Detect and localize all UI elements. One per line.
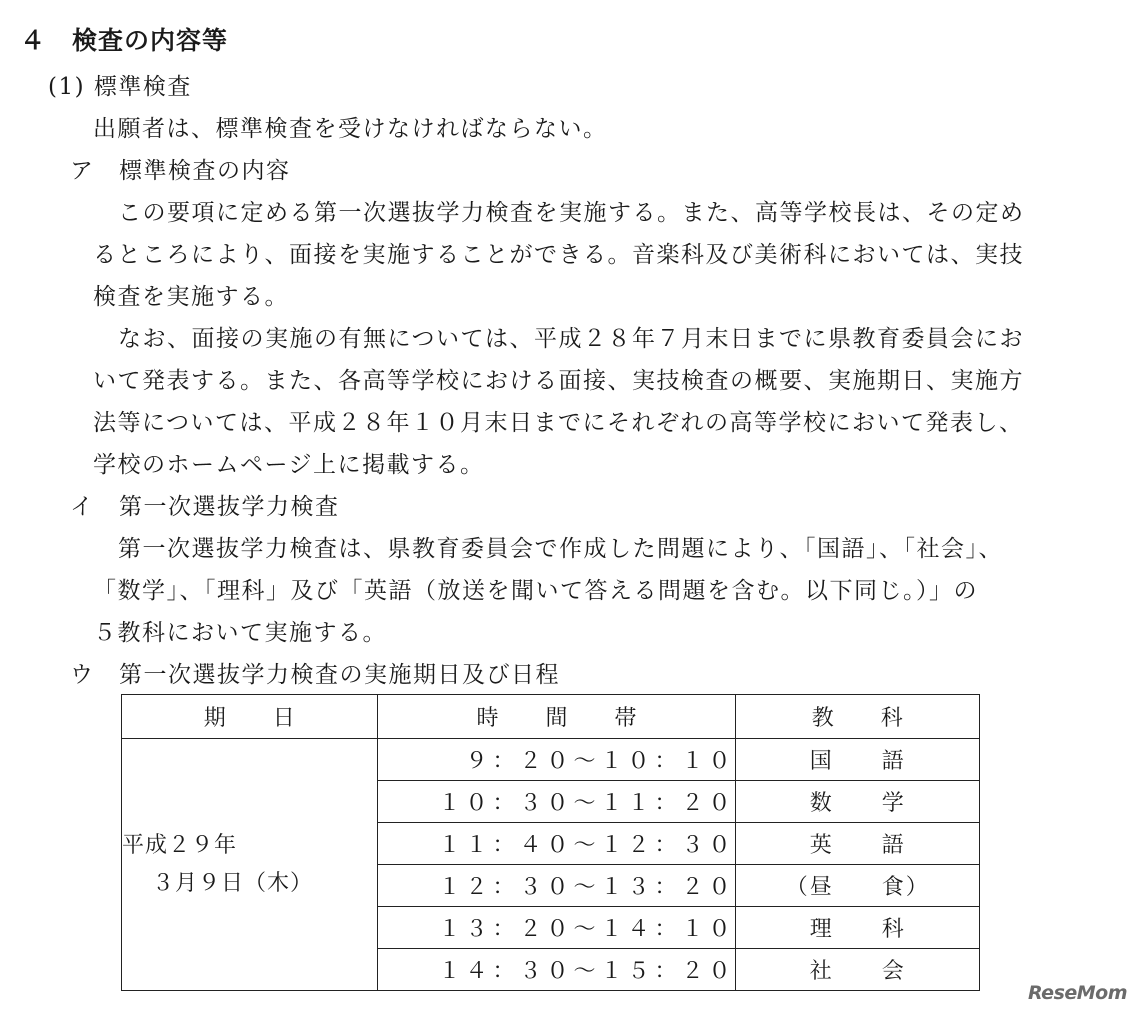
item-i-paragraph-line1: 第一次選抜学力検査は、県教育委員会で作成した問題により、「国語」、「社会」、	[118, 536, 1003, 562]
time-slot-cell: １４：３０～１５：２０	[378, 949, 736, 991]
subject-cell: （昼 食）	[736, 865, 980, 907]
time-slot-cell: １１：４０～１２：３０	[378, 823, 736, 865]
item-a-paragraph2-line1: なお、面接の実施の有無については、平成２８年７月末日までに県教育委員会にお	[118, 326, 1025, 352]
time-slot-cell: ９：２０～１０：１０	[378, 739, 736, 781]
item-a-paragraph2-line2: いて発表する。また、各高等学校における面接、実技検査の概要、実施期日、実施方	[93, 368, 1024, 394]
table-header-row	[122, 695, 980, 739]
subject-cell: 英 語	[736, 823, 980, 865]
subject-cell: 社 会	[736, 949, 980, 991]
exam-date-cell	[122, 739, 378, 991]
section-heading: ４ 検査の内容等	[20, 26, 229, 55]
header-subject: 教 科	[736, 695, 980, 739]
item-a-paragraph2-line3: 法等については、平成２８年１０月末日までにそれぞれの高等学校において発表し、	[93, 410, 1024, 436]
exam-date-year: 平成２９年	[122, 832, 238, 858]
item-a-paragraph2-line4: 学校のホームページ上に掲載する。	[93, 452, 485, 478]
exam-date-day: ３月９日（木）	[152, 870, 314, 896]
item-i-title: イ 第一次選抜学力検査	[70, 494, 340, 520]
exam-schedule-table	[121, 694, 980, 991]
header-date: 期 日	[122, 695, 378, 739]
item-a-paragraph1-line2: るところにより、面接を実施することができる。音楽科及び美術科においては、実技	[93, 242, 1024, 268]
table-row	[122, 739, 980, 781]
item-a-paragraph1-line3: 検査を実施する。	[93, 284, 289, 310]
subsection-title-standard-exam: (1) 標準検査	[48, 74, 192, 100]
subject-cell: 国 語	[736, 739, 980, 781]
item-a-title: ア 標準検査の内容	[70, 158, 291, 184]
item-i-paragraph-line2: 「数学」、「理科」及び「英語（放送を聞いて答える問題を含む。以下同じ。）」の	[93, 578, 978, 604]
standard-exam-intro: 出願者は、標準検査を受けなければならない。	[93, 116, 608, 142]
item-u-title: ウ 第一次選抜学力検査の実施期日及び日程	[70, 662, 560, 688]
item-i-paragraph-line3: ５教科において実施する。	[93, 620, 387, 646]
subject-cell: 数 学	[736, 781, 980, 823]
time-slot-cell: １３：２０～１４：１０	[378, 907, 736, 949]
item-a-paragraph1-line1: この要項に定める第一次選抜学力検査を実施する。また、高等学校長は、その定め	[118, 200, 1025, 226]
subject-cell: 理 科	[736, 907, 980, 949]
resemom-watermark-logo: ReseMom	[1028, 982, 1128, 1004]
header-time-slot: 時 間 帯	[378, 695, 736, 739]
time-slot-cell: １２：３０～１３：２０	[378, 865, 736, 907]
time-slot-cell: １０：３０～１１：２０	[378, 781, 736, 823]
